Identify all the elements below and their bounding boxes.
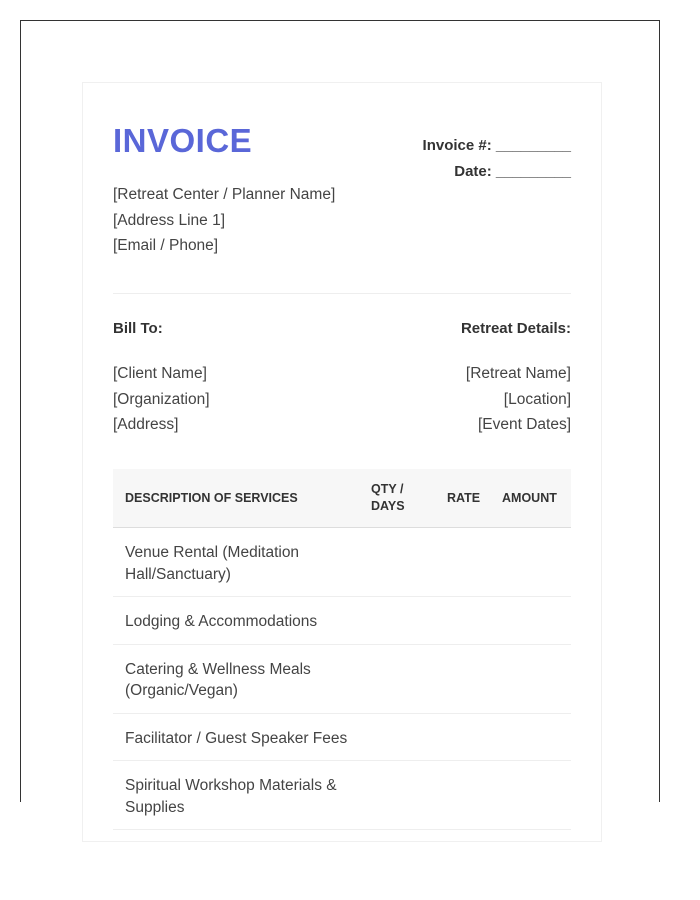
page-frame (20, 20, 660, 816)
parties-section (113, 319, 571, 439)
column-header-amount: AMOUNT (502, 491, 557, 505)
client-name[interactable]: [Client Name] (113, 365, 207, 382)
column-header-rate: RATE (447, 491, 481, 505)
sender-address[interactable]: [Address Line 1] (113, 211, 226, 229)
table-row (113, 761, 571, 830)
services-table (113, 469, 571, 830)
invoice-date-field[interactable]: Date: _________ (454, 163, 571, 180)
sender-contact[interactable]: [Email / Phone] (113, 237, 219, 254)
invoice-meta (423, 133, 571, 185)
table-row (113, 528, 571, 597)
column-header-qty (371, 481, 405, 515)
invoice-paper (82, 82, 602, 842)
table-row (113, 597, 571, 645)
service-description[interactable]: Lodging & Accommodations (125, 613, 318, 630)
retreat-details-block (461, 319, 571, 438)
bill-to-heading: Bill To: (113, 320, 163, 337)
invoice-title: INVOICE (113, 122, 253, 159)
sender-name[interactable]: [Retreat Center / Planner Name] (113, 186, 336, 203)
bill-to-block (113, 319, 210, 438)
section-divider (113, 293, 571, 294)
client-address[interactable]: [Address] (113, 416, 179, 433)
retreat-name[interactable]: [Retreat Name] (465, 365, 571, 382)
service-description[interactable]: Catering & Wellness Meals (Organic/Vegan) (125, 660, 311, 699)
invoice-header (113, 83, 571, 293)
sender-block (113, 182, 335, 259)
retreat-details-heading: Retreat Details: (460, 320, 571, 337)
service-description[interactable]: Spiritual Workshop Materials & Supplies (125, 777, 337, 816)
column-header-qty-line2: DAYS (371, 499, 405, 513)
table-row (113, 645, 571, 714)
column-header-description: DESCRIPTION OF SERVICES (125, 491, 298, 505)
table-header (113, 469, 571, 528)
retreat-location[interactable]: [Location] (503, 390, 571, 408)
retreat-dates[interactable]: [Event Dates] (477, 416, 571, 433)
client-organization[interactable]: [Organization] (113, 390, 210, 408)
service-description[interactable]: Facilitator / Guest Speaker Fees (125, 729, 348, 747)
invoice-content (113, 83, 571, 816)
table-row (113, 714, 571, 762)
invoice-number-field[interactable]: Invoice #: _________ (422, 137, 571, 154)
service-description[interactable]: Venue Rental (Meditation Hall/Sanctuary) (125, 544, 300, 583)
column-header-qty-line1: QTY / (371, 482, 404, 496)
